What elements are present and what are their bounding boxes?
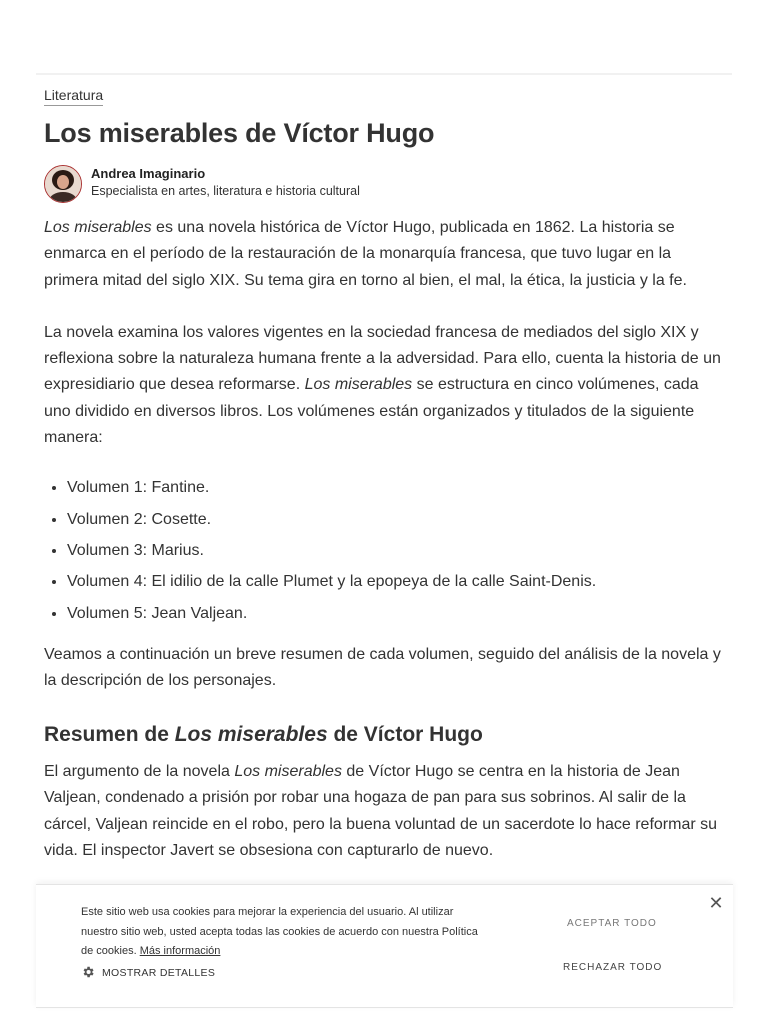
list-item: • Volumen 3: Marius. <box>67 541 724 561</box>
heading-text: Resumen de <box>44 723 175 747</box>
list-item: • Volumen 5: Jean Valjean. <box>67 604 724 624</box>
avatar[interactable] <box>44 165 82 203</box>
volumes-list <box>44 478 724 623</box>
paragraph-summary <box>44 759 724 864</box>
book-title: Los miserables <box>174 723 328 747</box>
category-link[interactable]: Literatura <box>44 86 103 106</box>
book-title: Los miserables <box>44 219 152 236</box>
paragraph-intro <box>44 215 724 294</box>
list-item: • Volumen 1: Fantine. <box>67 478 724 498</box>
book-title: Los miserables <box>304 376 413 394</box>
page-title: Los miserables de Víctor Hugo <box>44 118 435 148</box>
header-divider <box>36 73 732 75</box>
paragraph-text: se estructura en cinco volúmenes, cada uno dividido en diversos libros. Los volúmenes están organizados y titulados de la siguiente manera: <box>44 376 699 447</box>
show-details-button[interactable] <box>81 965 215 979</box>
paragraph-text: La novela examina los valores vigentes en la sociedad francesa de mediados del siglo XIX y reflexiona sobre la naturaleza humana frente a la adversidad. Para ello, cuenta la historia de un expresidiario que desea reformarse. <box>44 323 721 394</box>
author-block <box>44 165 724 205</box>
list-item: • Volumen 2: Cosette. <box>67 510 724 530</box>
cookie-message-text: Este sitio web usa cookies para mejorar la experiencia del usuario. Al utilizar nuestro sitio web, usted acepta todas las cookies de acuerdo con nuestra Política de cookies. <box>81 906 478 958</box>
book-title: Los miserables <box>234 763 342 781</box>
paragraph-text: es una novela histórica de Víctor Hugo, publicada en 1862. La historia se enmarca en el período de la restauración de la monarquía francesa, que tuvo lugar en la primera mitad del siglo XIX. Su tema gira en torno al bien, el mal, la ética, la justicia y la fe. <box>44 219 687 289</box>
article <box>44 86 724 864</box>
more-info-link[interactable]: Más información <box>139 945 221 958</box>
list-item: • Volumen 4: El idilio de la calle Plumet y la epopeya de la calle Saint-Denis. <box>67 572 724 592</box>
close-icon[interactable]: ✕ <box>708 893 724 913</box>
section-heading <box>44 721 724 749</box>
accept-all-button[interactable]: ACEPTAR TODO <box>567 918 657 929</box>
cookie-message <box>81 903 481 962</box>
heading-text: de Víctor Hugo <box>327 723 483 747</box>
show-details-label: MOSTRAR DETALLES <box>102 967 216 979</box>
reject-all-button[interactable]: RECHAZAR TODO <box>563 962 663 973</box>
gear-icon <box>81 965 95 979</box>
cookie-banner <box>36 884 733 1008</box>
paragraph-structure <box>44 320 724 451</box>
author-name[interactable]: Andrea Imaginario <box>91 166 206 181</box>
paragraph-text: de Víctor Hugo se centra en la historia de Jean Valjean, condenado a prisión por robar una hogaza de pan para sus sobrinos. Al salir de la cárcel, Valjean reincide en el robo, pero la buena voluntad de un sacerdote lo hace reformar su vida. El inspector Javert se obsesiona con capturarlo de nuevo. <box>44 763 718 860</box>
paragraph-text: El argumento de la novela <box>44 763 235 781</box>
author-bio: Especialista en artes, literatura e historia cultural <box>91 184 360 198</box>
paragraph-continuation: Veamos a continuación un breve resumen de cada volumen, seguido del análisis de la novela y la descripción de los personajes. <box>44 645 721 689</box>
